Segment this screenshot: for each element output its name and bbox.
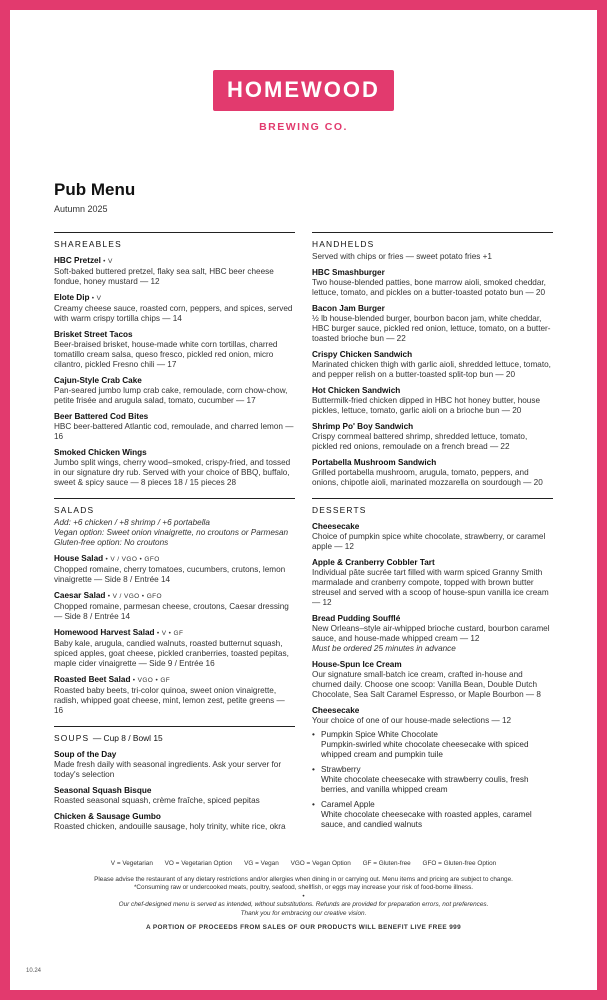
option-description: White chocolate cheesecake with roasted apples, caramel sauce, and candied walnuts (321, 810, 532, 829)
section-title: SHAREABLES (54, 239, 122, 249)
diet-tag: • VGO • GF (132, 677, 171, 684)
soups-section (54, 726, 295, 832)
legend-item: VG = Vegan (244, 860, 279, 867)
item-name: HBC Pretzel (54, 256, 101, 265)
menu-item (54, 812, 295, 832)
item-description: Marinated chicken thigh with garlic aioli, shredded lettuce, tomato, and pepper relish on a butter-toasted split-top bun — 20 (312, 360, 551, 379)
item-description: Buttermilk-fried chicken dipped in HBC hot honey butter, house pickles, lettuce, tomato, garlic aioli on a brioche bun — 20 (312, 396, 541, 415)
item-name: Roasted Beet Salad (54, 675, 131, 684)
legend-item: VGO = Vegan Option (290, 860, 351, 867)
option-name: • Pumpkin Spice White Chocolate (321, 730, 438, 739)
item-description: Pan-seared jumbo lump crab cake, remoulade, corn chow-chow, petite frisée and arugula salad, tomato, cucumber — 17 (54, 386, 288, 405)
menu-item (312, 386, 553, 416)
thank-you-note: Thank you for embracing our creative vision. (240, 909, 367, 917)
menu-item (54, 448, 295, 488)
menu-item (54, 376, 295, 406)
list-item (312, 800, 553, 830)
logo (10, 70, 597, 133)
menu-item (312, 422, 553, 452)
menu-title: Pub Menu (54, 180, 136, 199)
footer-bullet: • (302, 892, 305, 900)
salad-addons: Add: +6 chicken / +8 shrimp / +6 portabella (54, 518, 210, 527)
menu-season: Autumn 2025 (54, 204, 108, 214)
menu-item (312, 522, 553, 552)
item-description: Roasted seasonal squash, crème fraîche, spiced pepitas (54, 796, 260, 805)
item-note: Must be ordered 25 minutes in advance (312, 644, 456, 653)
legend-item: VO = Vegetarian Option (164, 860, 233, 867)
item-description: New Orleans–style air-whipped brioche custard, bourbon caramel sauce, and house-made whipped cream — 12 (312, 624, 550, 643)
option-name: • Strawberry (321, 765, 361, 774)
item-description: Made fresh daily with seasonal ingredients. Ask your server for today's selection (54, 760, 282, 779)
substitution-policy: Our chef-designed menu is served as intended, without substitutions. Refunds are provided for preparation errors, not preferences. (118, 901, 489, 909)
soups-title: SOUPS (54, 733, 90, 743)
right-column (312, 232, 553, 840)
menu-item (312, 614, 553, 654)
item-name: Homewood Harvest Salad (54, 628, 155, 637)
handhelds-note: Served with chips or fries — sweet potato fries +1 (312, 252, 492, 261)
handhelds-section (312, 232, 553, 488)
menu-item (54, 750, 295, 780)
legend-item: GFO = Gluten-free Option (422, 860, 497, 867)
item-description: Creamy cheese sauce, roasted corn, peppers, and spices, served with warm crispy tortilla chips — 14 (54, 304, 293, 323)
item-name: Brisket Street Tacos (54, 330, 133, 339)
item-name: Elote Dip (54, 293, 90, 302)
item-name: House Salad (54, 554, 104, 563)
item-name: Shrimp Po' Boy Sandwich (312, 422, 414, 431)
section-title: HANDHELDS (312, 239, 375, 249)
item-description: Individual pâte sucrée tart filled with warm spiced Granny Smith marmalade and cranberry compote, topped with brown butter streusel and served with a scoop of house-spun vanilla ice cream — 12 (312, 568, 549, 607)
option-description: Pumpkin-swirled white chocolate cheesecake with spiced whipped cream and pumpkin tuile (321, 740, 529, 759)
brand-subtitle: BREWING CO. (259, 121, 348, 133)
item-description: Baby kale, arugula, candied walnuts, roasted butternut squash, spiced apples, goat cheese, pickled cranberries, toasted pepitas, maple cider vinaigrette — Side 9 / Entrée 16 (54, 639, 289, 668)
menu-item (312, 350, 553, 380)
menu-header (54, 180, 135, 214)
diet-tag: • V (91, 295, 102, 302)
option-description: White chocolate cheesecake with strawberry coulis, fresh berries, and vanilla whipped cream (321, 775, 529, 794)
soups-price: — Cup 8 / Bowl 15 (92, 733, 163, 743)
legend-item: GF = Gluten-free (362, 860, 411, 867)
item-description: Two house-blended patties, bone marrow aioli, smoked cheddar, lettuce, tomato, and pickles on a butter-toasted potato bun — 20 (312, 278, 546, 297)
diet-tag: • V / VGO • GFO (105, 556, 160, 563)
diet-tag: • V • GF (156, 630, 184, 637)
allergy-notice: Please advise the restaurant of any dietary restrictions and/or allergies when dining in or carrying out. Menu items and pricing are subject to change. (94, 875, 513, 883)
item-name: Soup of the Day (54, 750, 117, 759)
menu-item (54, 591, 295, 622)
menu-item (54, 675, 295, 716)
menu-item (54, 330, 295, 370)
item-name: Caesar Salad (54, 591, 106, 600)
item-name: Cheesecake (312, 522, 360, 531)
menu-item (54, 554, 295, 585)
menu-item (54, 256, 295, 287)
item-description: Your choice of one of our house-made selections — 12 (312, 716, 512, 725)
left-column (54, 232, 295, 842)
legend-item: V = Vegetarian (110, 860, 153, 867)
item-name: Beer Battered Cod Bites (54, 412, 149, 421)
item-name: Bread Pudding Soufflé (312, 614, 401, 623)
shareables-section (54, 232, 295, 488)
footer (50, 860, 557, 932)
menu-item (312, 458, 553, 488)
menu-item (312, 706, 553, 830)
menu-item (312, 558, 553, 608)
menu-item (312, 660, 553, 700)
section-note (54, 518, 295, 548)
item-description: Our signature small-batch ice cream, crafted in-house and churned daily. Choose one scoop: Vanilla Bean, Double Dutch Chocolate, Sea Salt Caramel Espresso, or Maple Bourbon — 8 (312, 670, 541, 699)
menu-item (54, 412, 295, 442)
brand-name: HOMEWOOD (213, 70, 394, 111)
item-description: Soft-baked buttered pretzel, flaky sea salt, HBC beer cheese fondue, honey mustard — 12 (54, 267, 274, 286)
item-name: Cheesecake (312, 706, 360, 715)
item-description: ½ lb house-blended burger, bourbon bacon jam, white cheddar, HBC burger sauce, pickled red onion, lettuce, tomato, on a butter-toasted brioche bun — 22 (312, 314, 551, 343)
menu-item (54, 293, 295, 324)
diet-tag: • V / VGO • GFO (107, 593, 162, 600)
item-name: Bacon Jam Burger (312, 304, 385, 313)
consumption-warning: *Consuming raw or undercooked meats, poultry, seafood, shellfish, or eggs may increase your risk of food-borne illness. (133, 884, 474, 892)
list-item (312, 765, 553, 795)
menu-item (54, 786, 295, 806)
section-title: SALADS (54, 505, 95, 515)
section-title (54, 733, 295, 743)
diet-tag: • V (103, 258, 113, 265)
section-title: DESSERTS (312, 505, 367, 515)
list-item (312, 730, 553, 760)
item-description: Chopped romaine, parmesan cheese, croutons, Caesar dressing — Side 8 / Entrée 14 (54, 602, 289, 621)
menu-item (312, 268, 553, 298)
option-name: • Caramel Apple (321, 800, 375, 809)
menu-item (54, 628, 295, 669)
item-name: Apple & Cranberry Cobbler Tart (312, 558, 435, 567)
menu-item (312, 304, 553, 344)
item-name: Cajun-Style Crab Cake (54, 376, 142, 385)
item-name: Chicken & Sausage Gumbo (54, 812, 161, 821)
item-description: Roasted chicken, andouille sausage, holy trinity, white rice, okra (54, 822, 286, 831)
item-name: Smoked Chicken Wings (54, 448, 147, 457)
item-name: Hot Chicken Sandwich (312, 386, 401, 395)
item-description: Crispy cornmeal battered shrimp, shredded lettuce, tomato, pickled red onions, remoulade on a french bread — 22 (312, 432, 528, 451)
item-description: Beer-braised brisket, house-made white corn tortillas, charred tomatillo cream salsa, queso fresco, pickled red onion, micro cilantro, pickled Fresno chili — 17 (54, 340, 278, 369)
item-description: Jumbo split wings, cherry wood–smoked, crispy-fried, and tossed in our signature dry rub. Served with your choice of BBQ, buffalo, sweet & spicy sauce — 8 pieces 18 / 15 pieces 28 (54, 458, 291, 487)
item-name: House-Spun Ice Cream (312, 660, 402, 669)
item-name: HBC Smashburger (312, 268, 385, 277)
diet-legend (50, 860, 557, 869)
menu-page (10, 10, 597, 990)
salads-section (54, 498, 295, 716)
item-description: Grilled portabella mushroom, arugula, tomato, peppers, and onions, chipotle aioli, marinated mozzarella on sourdough — 20 (312, 468, 543, 487)
gluten-free-note: Gluten-free option: No croutons (54, 538, 169, 547)
print-code: 10.24 (26, 968, 42, 974)
charity-notice: A PORTION OF PROCEEDS FROM SALES OF OUR PRODUCTS WILL BENEFIT LIVE FREE 999 (145, 923, 462, 931)
vegan-option-note: Vegan option: Sweet onion vinaigrette, no croutons or Parmesan (54, 528, 289, 537)
item-name: Portabella Mushroom Sandwich (312, 458, 437, 467)
item-description: Choice of pumpkin spice white chocolate, strawberry, or caramel apple — 12 (312, 532, 546, 551)
item-description: Roasted baby beets, tri-color quinoa, sweet onion vinaigrette, radish, whipped goat cheese, mint, lemon zest, petite greens — 16 (54, 686, 285, 715)
cheesecake-options (312, 730, 553, 830)
item-description: Chopped romaine, cherry tomatoes, cucumbers, crutons, lemon vinaigrette — Side 8 / Entrée 14 (54, 565, 286, 584)
item-name: Crispy Chicken Sandwich (312, 350, 413, 359)
desserts-section (312, 498, 553, 830)
item-name: Seasonal Squash Bisque (54, 786, 152, 795)
item-description: HBC beer-battered Atlantic cod, remoulade, and charred lemon — 16 (54, 422, 294, 441)
